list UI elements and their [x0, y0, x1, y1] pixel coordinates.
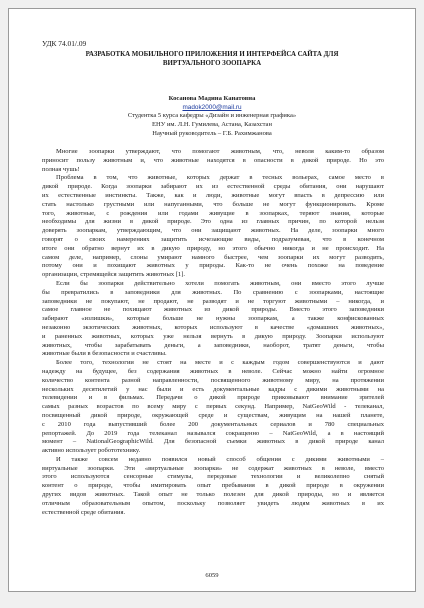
author-email[interactable]: madok2000@mail.ru [182, 104, 242, 111]
text-line: самом деле, например, слоны умирают намного быстрее, чем зоопарки их могут разводить, [42, 253, 384, 261]
text-line: того, животные, с рождения или годами живущие в зоопарках, теряют знания, которые [42, 209, 384, 217]
text-line: и раненных животных, которых уже нельзя вернуть в дикую природу. Зоопарки используют [42, 332, 384, 340]
text-line: Проблема в том, что животные, которых держат в тесных вольерах, самое место в [56, 174, 384, 182]
text-line: Более того, технологии не стоят на месте и с каждым годом совершенствуются и дают [56, 359, 384, 367]
text-line: доверять зоопаркам, утверждающим, что они защищают животных. На деле, зоопарки много [42, 227, 384, 235]
article-title [39, 50, 385, 68]
text-line: организации, стремящейся защитить животных [1]. [42, 271, 186, 279]
text-line: посвященный дикой природе, окружающей среде и существам, живущим на нашей планете, [42, 411, 384, 419]
text-line: телевидении и в фильмах. Передачи о дикой природе приковывают внимание зрителей [42, 394, 384, 402]
text-line: контент о природе, чтобы имитировать опыт пребывания в дикой природе в окружении [42, 482, 384, 490]
paragraph [42, 280, 384, 359]
text-line: отличным образовательным опытом, поскольку позволяет увидеть людям животных в их [42, 499, 384, 507]
text-line: говорят о своих намерениях защитить исчезающие виды, подразумевая, что в конечном [42, 235, 384, 243]
text-line: репортажей. До 2019 года телеканал назывался сокращенно – NatGeoWild, а в настоящий [42, 429, 384, 437]
text-line: других видов животных. Такой опыт не только полезен для дикой природы, но и является [42, 491, 384, 499]
text-line: итоге они обратно вернут их в дикую природу, но этого обычно никогда и не происходит. На [42, 244, 384, 252]
text-line: Если бы зоопарки действительно хотели помогать животным, они вместо этого лучше [56, 279, 384, 287]
text-line: бы превратились в заповедники для животных. По сравнению с зоопарками, настоящие [42, 288, 384, 296]
text-line: активно использует робототехнику. [42, 447, 141, 455]
text-line: животные были в безопасности и счастливы. [42, 350, 167, 358]
author-name: Косанова Мадина Канатовна [168, 95, 256, 102]
text-line: стать настолько грустными или напуганными, что больше не могут функционировать. Кроме [42, 200, 384, 208]
text-line: забирают «излишки», которые больше не нужны зоопаркам, а также конфискованных [42, 315, 384, 323]
text-line: нескольких десятилетий у нас были и есть документальные кадры с дикими животными на [42, 385, 384, 393]
text-line: заповедники не покупают, не продают, не разводят и не торгуют животными – никогда, и [42, 297, 384, 305]
text-line: необходимы для жизни в дикой природе. Это одна из главных причин, по которой нельзя [42, 218, 384, 226]
text-line: этого используются сенсорные стимулы, передовые технологии и великолепно снятый [42, 473, 384, 481]
article-body [42, 148, 384, 517]
text-line: самых разных возрастов по всему миру с первых секунд. Например, NatGeoWild - телеканал, [42, 403, 384, 411]
paragraph [42, 174, 384, 280]
text-line: незаконно экзотических животных, которых используют в качестве «домашних животных», [42, 323, 384, 331]
affiliation-line: Студентка 5 курса кафедры «Дизайн и инженерная графика» [127, 112, 297, 119]
text-line: с 2010 года выпустивший более 200 документальных сериалов и 780 специальных [42, 420, 384, 428]
udk-code: УДК 74.01/.09 [42, 39, 87, 48]
text-line: животных, чтобы зарабатывать деньги, а заповедники, наоборот, тратят деньги, чтобы [42, 341, 384, 349]
document-page [8, 8, 416, 592]
text-line: естественной среде обитания. [42, 508, 126, 516]
text-line: самое главное не похищают животных из дикой природы. Вместо этого заповедники [42, 306, 384, 314]
text-line: потому они и похищают животных у природы. Как-то не очень похоже на поведение [42, 262, 384, 270]
text-line: Многие зоопарки утверждают, что помогают животным, что, неволя каким-то образом [56, 148, 384, 155]
text-line: надежду на будущее, без содержания животных в неволе. Сейчас можно найти огромное [42, 367, 384, 375]
text-line: виртуальные зоопарки. Эти «виртуальные зоопарки» не содержат животных в неволе, вместо [42, 464, 384, 472]
paragraph [42, 456, 384, 518]
text-line: момент – NationalGeographicWild. Для безопасной съемки животных в дикой природе канал [42, 438, 384, 446]
text-line: И также совсем недавно появился новый способ общения с дикими животными – [56, 455, 384, 463]
text-line: их естественные инстинкты. Также, как и люди, животные могут впасть в депрессию или [42, 191, 384, 199]
affiliation-line: ЕНУ им. Л.Н. Гумилева, Астана, Казахстан [152, 121, 272, 128]
title-line: ВИРТУАЛЬНОГО ЗООПАРКА [162, 60, 262, 67]
text-line: приносит пользу животным и, что животные находятся в опасности в дикой природе. Но это [42, 156, 384, 164]
text-line: дикой природе. Когда зоопарки забирают их из естественной среды обитания, они нарушают [42, 183, 384, 191]
text-line: количество контента разной направленности, посвященного животному миру, на протяжении [42, 376, 384, 384]
paragraph [42, 148, 384, 174]
page-number: 6059 [205, 572, 219, 579]
title-line: РАЗРАБОТКА МОБИЛЬНОГО ПРИЛОЖЕНИЯ И ИНТЕРФЕЙСА САЙТА ДЛЯ [85, 51, 339, 58]
affiliation-line: Научный руководитель – Г.Б. Рахимжанова [152, 130, 272, 137]
text-line: полная чушь! [42, 165, 80, 173]
paragraph [42, 359, 384, 456]
